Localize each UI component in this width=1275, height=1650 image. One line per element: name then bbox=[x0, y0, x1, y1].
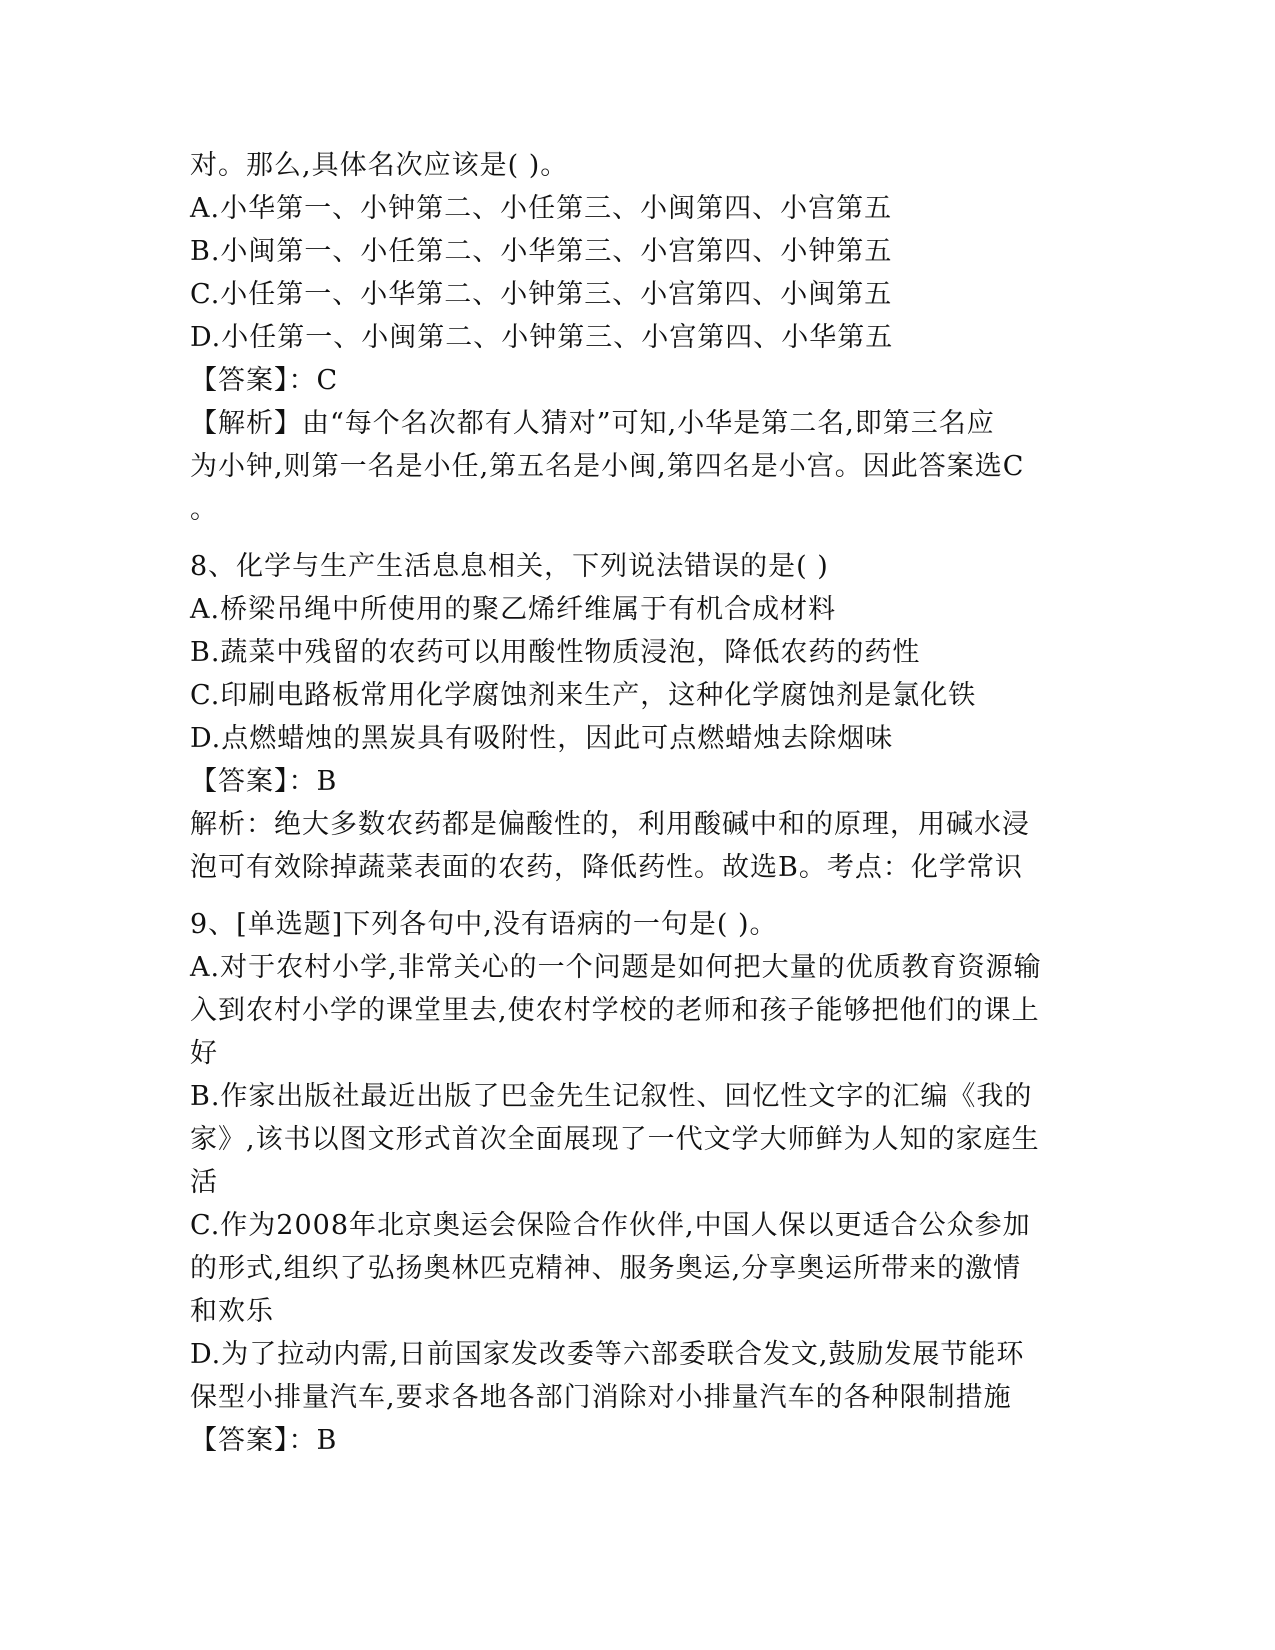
option-c-cont: 和欢乐 bbox=[190, 1296, 274, 1327]
document-page bbox=[190, 144, 1090, 1462]
spacer bbox=[190, 889, 1090, 903]
option-d: D.小任第一、小闽第二、小钟第三、小宫第四、小华第五 bbox=[190, 322, 894, 353]
option-a: A.桥梁吊绳中所使用的聚乙烯纤维属于有机合成材料 bbox=[190, 594, 837, 625]
option-b: B.小闽第一、小任第二、小华第三、小宫第四、小钟第五 bbox=[190, 236, 893, 267]
question-7 bbox=[190, 144, 1090, 531]
spacer bbox=[190, 531, 1090, 545]
question-9 bbox=[190, 903, 1090, 1462]
answer: 【答案】：C bbox=[190, 365, 339, 396]
option-d-cont: 保型小排量汽车,要求各地各部门消除对小排量汽车的各种限制措施 bbox=[190, 1382, 1012, 1413]
analysis-line: 泡可有效除掉蔬菜表面的农药，降低药性。故选B。考点：化学常识 bbox=[190, 852, 1023, 883]
option-a-cont: 入到农村小学的课堂里去,使农村学校的老师和孩子能够把他们的课上 bbox=[190, 995, 1040, 1026]
question-stem: 9、[单选题]下列各句中,没有语病的一句是( )。 bbox=[190, 909, 778, 940]
option-a: A.对于农村小学,非常关心的一个问题是如何把大量的优质教育资源输 bbox=[190, 952, 1042, 983]
option-a-cont: 好 bbox=[190, 1038, 218, 1069]
question-stem: 对。那么,具体名次应该是( )。 bbox=[190, 150, 569, 181]
answer: 【答案】：B bbox=[190, 1425, 338, 1456]
question-stem: 8、化学与生产生活息息相关，下列说法错误的是( ) bbox=[190, 551, 829, 582]
answer: 【答案】：B bbox=[190, 766, 338, 797]
option-c: C.作为2008年北京奥运会保险合作伙伴,中国人保以更适合公众参加 bbox=[190, 1210, 1031, 1241]
analysis-line: 解析：绝大多数农药都是偏酸性的，利用酸碱中和的原理，用碱水浸 bbox=[190, 809, 1030, 840]
option-d: D.为了拉动内需,日前国家发改委等六部委联合发文,鼓励发展节能环 bbox=[190, 1339, 1025, 1370]
analysis-line: 。 bbox=[190, 494, 218, 525]
option-c-cont: 的形式,组织了弘扬奥林匹克精神、服务奥运,分享奥运所带来的激情 bbox=[190, 1253, 1022, 1284]
analysis-line: 为小钟,则第一名是小任,第五名是小闽,第四名是小宫。因此答案选C bbox=[190, 451, 1025, 482]
analysis-line: 【解析】由“每个名次都有人猜对”可知,小华是第二名,即第三名应 bbox=[190, 408, 995, 439]
option-b-cont: 活 bbox=[190, 1167, 218, 1198]
option-c: C.印刷电路板常用化学腐蚀剂来生产，这种化学腐蚀剂是氯化铁 bbox=[190, 680, 977, 711]
option-b: B.作家出版社最近出版了巴金先生记叙性、回忆性文字的汇编《我的 bbox=[190, 1081, 1033, 1112]
option-b-cont: 家》,该书以图文形式首次全面展现了一代文学大师鲜为人知的家庭生 bbox=[190, 1124, 1040, 1155]
question-8 bbox=[190, 545, 1090, 889]
option-a: A.小华第一、小钟第二、小任第三、小闽第四、小宫第五 bbox=[190, 193, 893, 224]
option-d: D.点燃蜡烛的黑炭具有吸附性，因此可点燃蜡烛去除烟味 bbox=[190, 723, 894, 754]
option-b: B.蔬菜中残留的农药可以用酸性物质浸泡，降低农药的药性 bbox=[190, 637, 921, 668]
option-c: C.小任第一、小华第二、小钟第三、小宫第四、小闽第五 bbox=[190, 279, 893, 310]
